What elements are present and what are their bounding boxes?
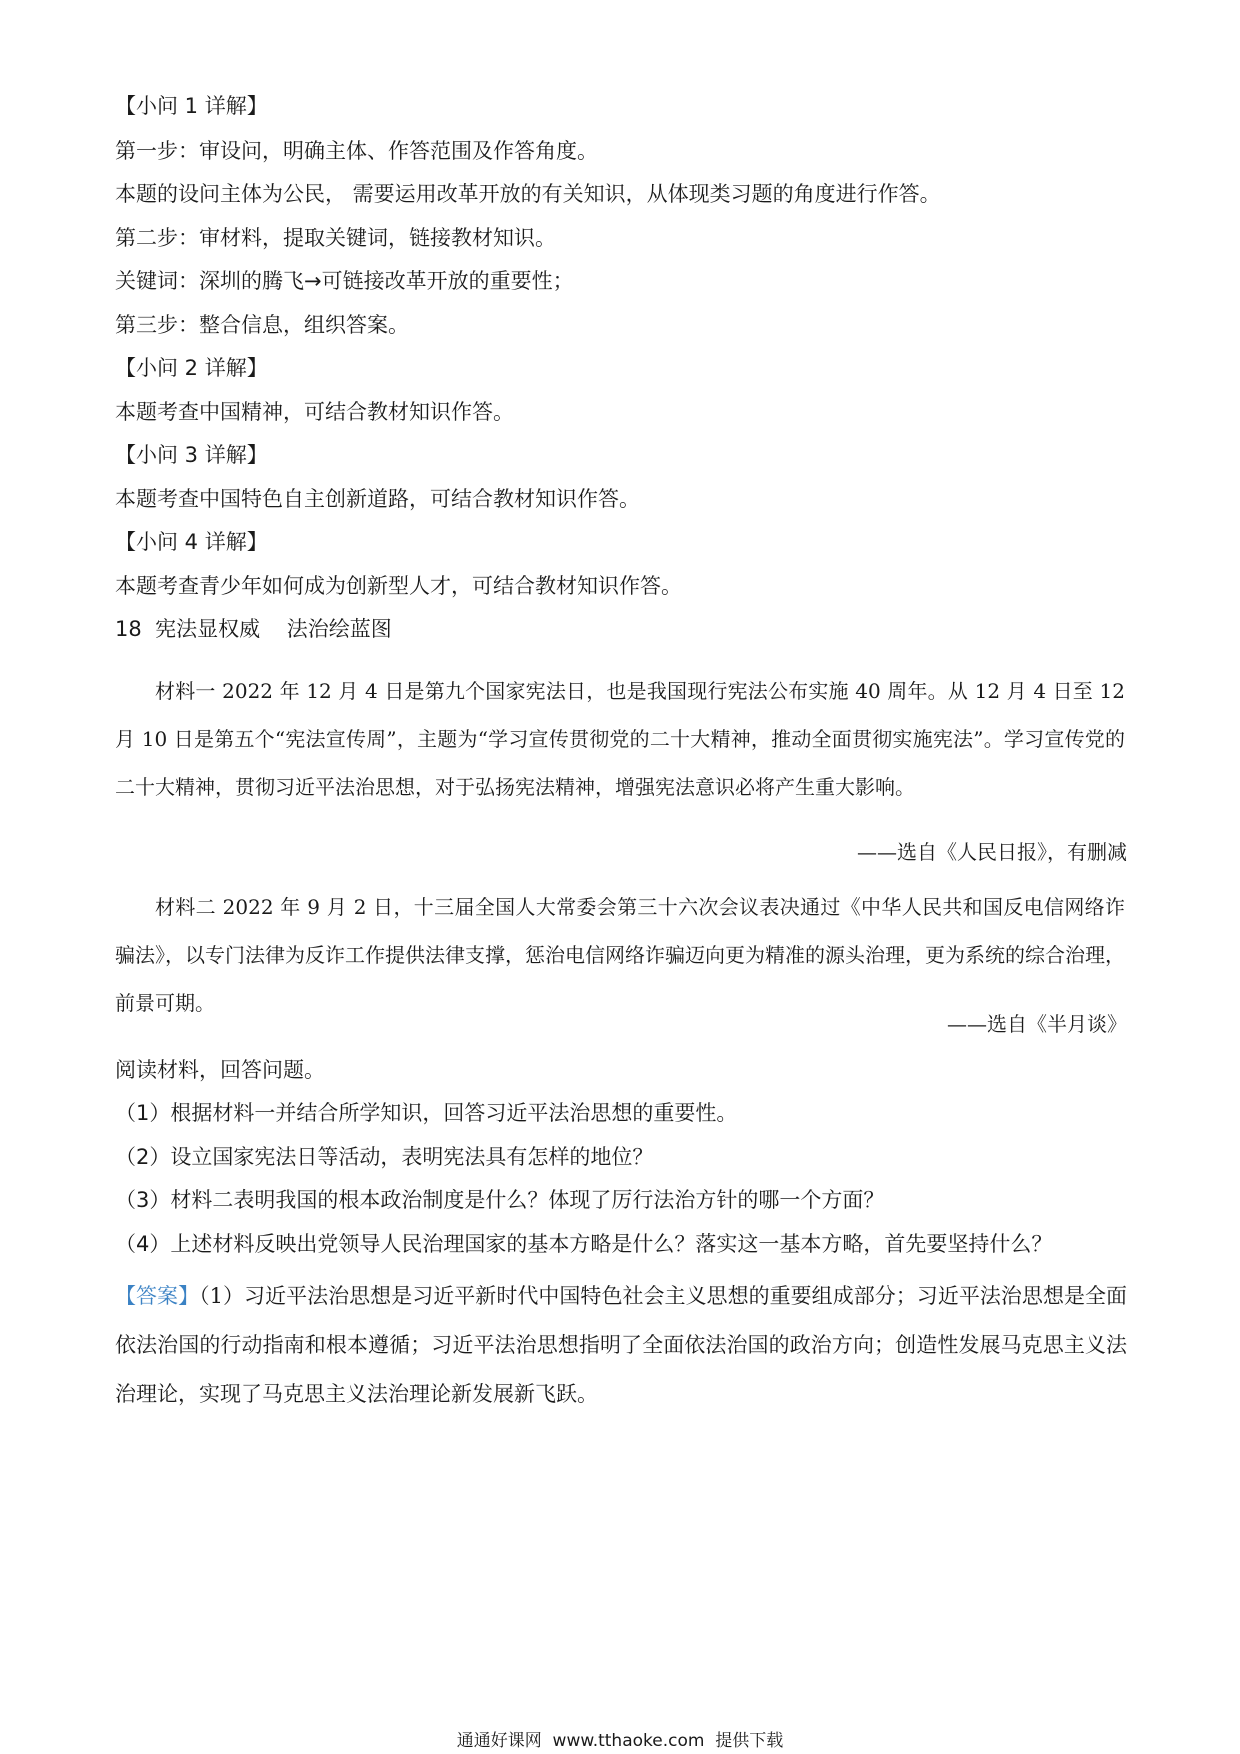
step-two: 第二步：审材料，提取关键词，链接教材知识。 <box>115 226 556 250</box>
answer-text: （1）习近平法治思想是习近平新时代中国特色社会主义思想的重要组成部分；习近平法治思想是全面依法治国的行动指南和根本遵循；习近平法治思想指明了全面依法治国的政治方向；创造性发展马克思主义法治理论，实现了马克思主义法治理论新发展新飞跃。 <box>115 1284 1128 1406</box>
sub2-text: 本题考查中国精神，可结合教材知识作答。 <box>115 400 514 424</box>
question-1: （1）根据材料一并结合所学知识，回答习近平法治思想的重要性。 <box>115 1101 738 1125</box>
question-3: （3）材料二表明我国的根本政治制度是什么？体现了厉行法治方针的哪一个方面？ <box>115 1188 885 1212</box>
sub3-heading: 【小问 3 详解】 <box>115 443 268 467</box>
step-one-description: 本题的设问主体为公民， 需要运用改革开放的有关知识，从体现类习题的角度进行作答。 <box>115 182 941 206</box>
sub2-heading: 【小问 2 详解】 <box>115 356 268 380</box>
footer-watermark: 通通好课网 www.tthaoke.com 提供下载 <box>456 1731 784 1751</box>
sub4-text: 本题考查青少年如何成为创新型人才，可结合教材知识作答。 <box>115 574 682 598</box>
material-one-source: ——选自《人民日报》，有删减 <box>857 840 1127 864</box>
sub3-text: 本题考查中国特色自主创新道路，可结合教材知识作答。 <box>115 487 640 511</box>
material-two-source: ——选自《半月谈》 <box>947 1012 1127 1036</box>
material-two: 材料二 2022 年 9 月 2 日，十三届全国人大常委会第三十六次会议表决通过《中华人民共和国反电信网络诈骗法》，以专门法律为反诈工作提供法律支撑，惩治电信网络诈骗迈向更为精准的源头治理，更为系统的综合治理，前景可期。 <box>115 895 1125 1015</box>
reading-instruction: 阅读材料，回答问题。 <box>115 1058 325 1082</box>
sub1-heading: 【小问 1 详解】 <box>115 94 268 118</box>
material-one: 材料一 2022 年 12 月 4 日是第九个国家宪法日，也是我国现行宪法公布实施 40 周年。从 12 月 4 日至 12 月 10 日是第五个“宪法宣传周”，主题为“学习宣传贯彻党的二十大精神，推动全面贯彻实施宪法”。学习宣传党的二十大精神，贯彻习近平法治思想，对于弘扬宪法精神，增强宪法意识必将产生重大影响。 <box>115 679 1125 799</box>
sub4-heading: 【小问 4 详解】 <box>115 530 268 554</box>
question-4: （4）上述材料反映出党领导人民治理国家的基本方略是什么？落实这一基本方略，首先要坚持什么？ <box>115 1232 1053 1256</box>
step-one: 第一步：审设问，明确主体、作答范围及作答角度。 <box>115 139 598 163</box>
keywords-line: 关键词：深圳的腾飞→可链接改革开放的重要性； <box>115 269 574 293</box>
answer-block <box>115 1272 1127 1419</box>
question-18-title: 18 宪法显权威 法治绘蓝图 <box>115 617 392 641</box>
question-2: （2）设立国家宪法日等活动，表明宪法具有怎样的地位？ <box>115 1145 654 1169</box>
step-three: 第三步：整合信息，组织答案。 <box>115 313 409 337</box>
answer-label: 【答案】 <box>115 1284 200 1308</box>
